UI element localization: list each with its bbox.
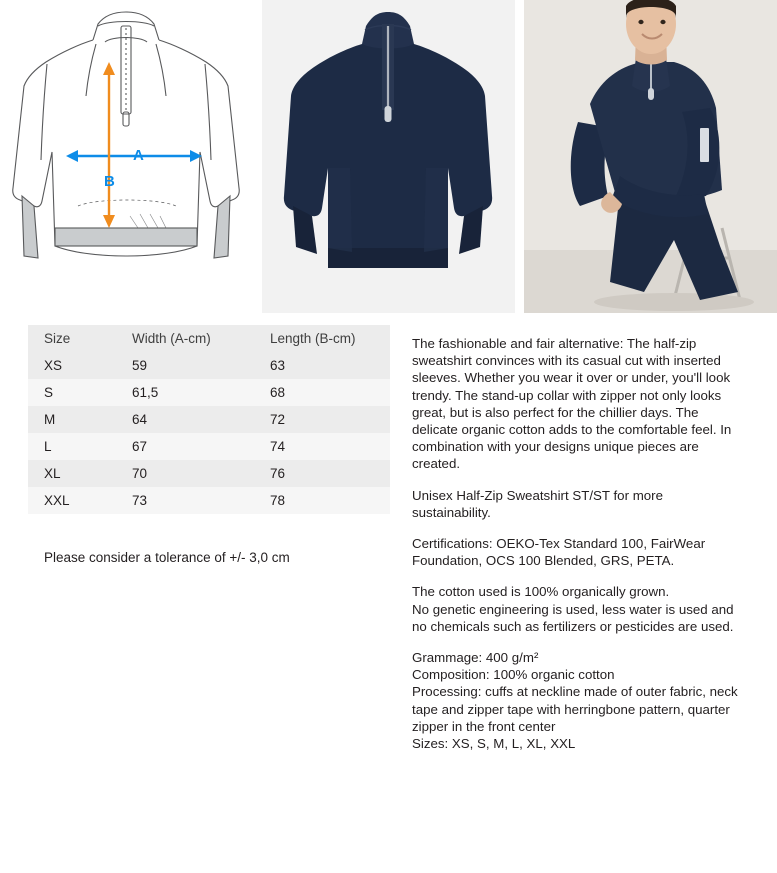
description-intro: The fashionable and fair alternative: The half-zip sweatshirt convinces with its casual cut with inserted sleeves. Whether you wear it over or under, you'll look trendy. The stand-up collar with zipper not only looks great, but is also perfect for the chillier days. The delicate organic cotton adds to the comfortable feel. In combination with your designs unique pieces are created. [412, 336, 732, 472]
description-grammage: Grammage: 400 g/m² [412, 650, 539, 666]
cell-size: L [44, 439, 52, 454]
cell-length: 76 [270, 466, 286, 481]
description-cotton-line2: No genetic engineering is used, less water is used and no chemicals such as fertilizers or pesticides are used. [412, 601, 734, 634]
technical-drawing-svg [0, 0, 253, 313]
col-header-width: Width (A-cm) [132, 331, 211, 346]
cell-size: XXL [44, 493, 70, 508]
product-photo-svg [262, 0, 515, 313]
tolerance-note: Please consider a tolerance of +/- 3,0 cm [44, 550, 290, 565]
label-a: A [133, 146, 144, 164]
description-sizes: Sizes: XS, S, M, L, XL, XXL [412, 736, 576, 752]
image-strip [0, 0, 777, 313]
description-processing: Processing: cuffs at neckline made of outer fabric, neck tape and zipper tape with herringbone pattern, quarter zipper in the front center [412, 684, 738, 734]
label-b: B [104, 172, 115, 190]
description-composition: Composition: 100% organic cotton [412, 667, 615, 683]
description-certifications: Certifications: OEKO-Tex Standard 100, FairWear Foundation, OCS 100 Blended, GRS, PETA. [412, 536, 706, 569]
table-row [28, 352, 390, 379]
table-row [28, 487, 390, 514]
cell-length: 74 [270, 439, 286, 454]
cell-width: 64 [132, 412, 148, 427]
description-tagline: Unisex Half-Zip Sweatshirt ST/ST for more sustainability. [412, 487, 663, 520]
cell-size: S [44, 385, 54, 400]
size-table [28, 325, 390, 514]
cell-length: 63 [270, 358, 286, 373]
cell-width: 70 [132, 466, 148, 481]
model-photo-svg [524, 0, 777, 313]
table-row [28, 460, 390, 487]
cell-width: 59 [132, 358, 148, 373]
table-row [28, 379, 390, 406]
description-column [412, 335, 742, 752]
cell-size: XS [44, 358, 63, 373]
size-table-header-row [28, 325, 390, 352]
cell-width: 61,5 [132, 385, 159, 400]
cell-width: 73 [132, 493, 148, 508]
cell-length: 72 [270, 412, 286, 427]
cell-length: 68 [270, 385, 286, 400]
col-header-length: Length (B-cm) [270, 331, 356, 346]
table-row [28, 433, 390, 460]
cell-length: 78 [270, 493, 286, 508]
table-row [28, 406, 390, 433]
col-header-size: Size [44, 331, 71, 346]
model-photo-panel [524, 0, 777, 313]
description-cotton-line1: The cotton used is 100% organically grown. [412, 584, 670, 600]
cell-size: M [44, 412, 56, 427]
cell-width: 67 [132, 439, 148, 454]
product-photo-panel [262, 0, 515, 313]
cell-size: XL [44, 466, 61, 481]
size-table-column [28, 325, 390, 565]
length-measure-arrow [103, 62, 115, 228]
technical-drawing-panel [0, 0, 253, 313]
